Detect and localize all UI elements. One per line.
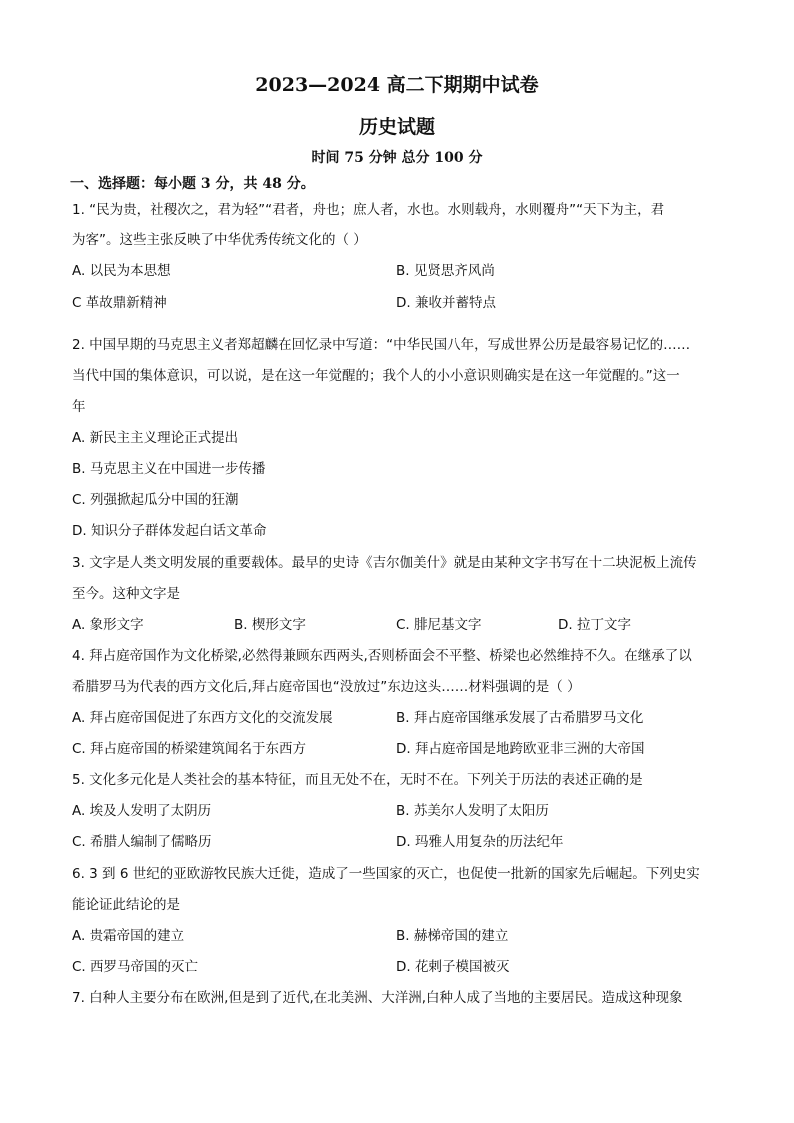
question-2-line-1: 2. 中国早期的马克思主义者郑超麟在回忆录中写道：“中华民国八年，写成世界公历是最容易记忆的…… [72,337,691,353]
question-1-line-2: 为客”。这些主张反映了中华优秀传统文化的（ ） [72,232,367,248]
q4-option-c: C. 拜占庭帝国的桥梁建筑闻名于东西方 [72,741,307,757]
q4-option-a: A. 拜占庭帝国促进了东西方文化的交流发展 [72,710,333,726]
section-heading: 一、选择题：每小题 3 分，共 48 分。 [70,176,315,192]
question-1-line-1: 1. “民为贵，社稷次之，君为轻”“君者，舟也；庶人者，水也。水则载舟，水则覆舟”“天下为主，君 [72,202,665,218]
q5-option-c: C. 希腊人编制了儒略历 [72,834,212,850]
question-3-line-2: 至今。这种文字是 [72,586,180,602]
question-7-line-1: 7. 白种人主要分布在欧洲,但是到了近代,在北美洲、大洋洲,白种人成了当地的主要居民。造成这种现象 [72,990,683,1006]
q6-option-a: A. 贵霜帝国的建立 [72,928,185,944]
q3-option-b: B. 楔形文字 [234,617,306,633]
q2-option-d: D. 知识分子群体发起白话文革命 [72,523,267,539]
q2-option-a: A. 新民主主义理论正式提出 [72,430,239,446]
subject-title: 历史试题 [358,116,435,138]
q1-option-c: C 革故鼎新精神 [72,295,167,311]
q6-option-c: C. 西罗马帝国的灭亡 [72,959,199,975]
exam-meta: 时间 75 分钟 总分 100 分 [311,150,483,166]
q3-option-c: C. 腓尼基文字 [396,617,482,633]
question-6-line-2: 能论证此结论的是 [72,897,180,913]
q5-option-b: B. 苏美尔人发明了太阳历 [396,803,549,819]
q2-option-c: C. 列强掀起瓜分中国的狂潮 [72,492,239,508]
q6-option-d: D. 花剌子模国被灭 [396,959,510,975]
question-2-line-2: 当代中国的集体意识，可以说，是在这一年觉醒的；我个人的小小意识则确实是在这一年觉醒的。”这一 [72,368,680,384]
q5-option-a: A. 埃及人发明了太阴历 [72,803,212,819]
q1-option-a: A. 以民为本思想 [72,263,171,279]
question-4-line-2: 希腊罗马为代表的西方文化后,拜占庭帝国也“没放过”东边这头……材料强调的是（ ） [72,679,581,695]
q1-option-d: D. 兼收并蓄特点 [396,295,496,311]
q4-option-b: B. 拜占庭帝国继承发展了古希腊罗马文化 [396,710,644,726]
question-4-line-1: 4. 拜占庭帝国作为文化桥梁,必然得兼顾东西两头,否则桥面会不平整、桥梁也必然维持不久。在继承了以 [72,648,692,664]
q3-option-d: D. 拉丁文字 [558,617,631,633]
question-6-line-1: 6. 3 到 6 世纪的亚欧游牧民族大迁徙，造成了一些国家的灭亡，也促使一批新的国家先后崛起。下列史实 [72,866,700,882]
q2-option-b: B. 马克思主义在中国进一步传播 [72,461,266,477]
question-5-line-1: 5. 文化多元化是人类社会的基本特征，而且无处不在，无时不在。下列关于历法的表述正确的是 [72,772,643,788]
question-3-line-1: 3. 文字是人类文明发展的重要载体。最早的史诗《吉尔伽美什》就是由某种文字书写在十二块泥板上流传 [72,555,697,571]
q5-option-d: D. 玛雅人用复杂的历法纪年 [396,834,564,850]
q4-option-d: D. 拜占庭帝国是地跨欧亚非三洲的大帝国 [396,741,645,757]
q1-option-b: B. 见贤思齐风尚 [396,263,495,279]
q6-option-b: B. 赫梯帝国的建立 [396,928,509,944]
question-2-line-3: 年 [72,399,86,415]
q3-option-a: A. 象形文字 [72,617,144,633]
exam-title: 2023—2024 高二下期期中试卷 [255,74,539,96]
